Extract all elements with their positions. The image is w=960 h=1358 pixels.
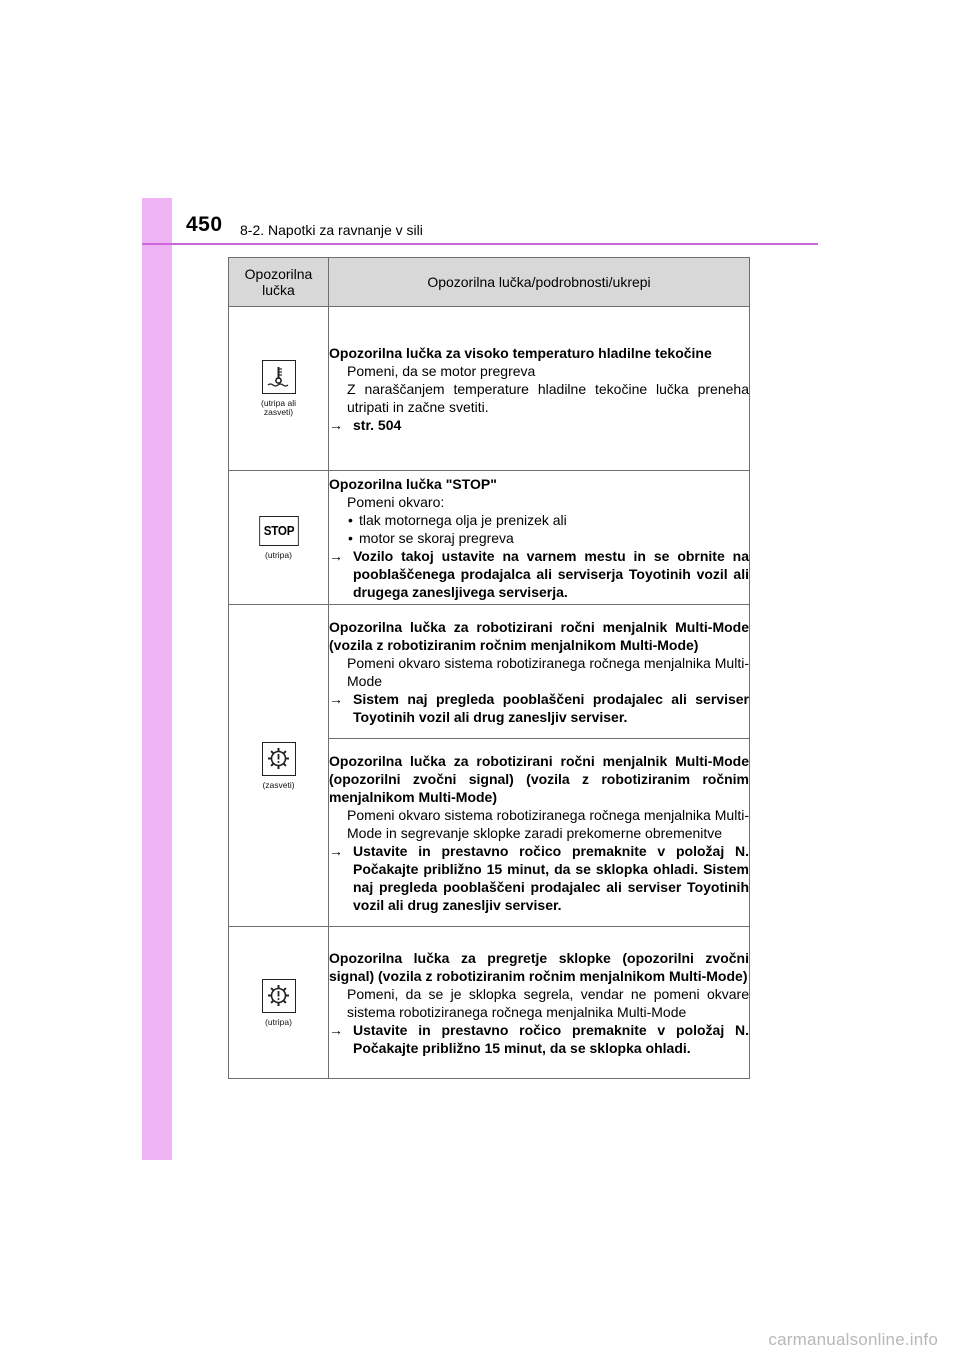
coolant-temperature-icon — [262, 360, 296, 394]
bullet-icon: • — [348, 511, 353, 528]
lamp-title: Opozorilna lučka "STOP" — [329, 475, 497, 492]
gear-warning-icon — [262, 979, 296, 1013]
action-line: → Ustavite in prestavno ročico premaknite v položaj N. Počakajte približno 15 minut, da se sklopka ohladi. Sistem naj pregleda pooblaščeni prodajalec ali serviser Toyotinih vozil ali drug zanesljiv serviser. — [329, 842, 749, 913]
icon-cell — [229, 605, 329, 927]
action-line: → Ustavite in prestavno ročico premaknite v položaj N. Počakajte približno 15 minut, da se sklopka ohladi. — [329, 1021, 749, 1056]
description-cell — [329, 471, 750, 605]
table-row — [229, 307, 750, 471]
table-row — [229, 471, 750, 605]
description-line: Pomeni, da se je sklopka segrela, vendar ne pomeni okvare sistema robotiziranega ročnega menjalnika Multi-Mode — [347, 985, 749, 1020]
header-lamp: Opozorilna lučka — [229, 258, 329, 307]
arrow-icon: → — [329, 547, 343, 564]
table-row — [229, 605, 750, 739]
icon-caption: (utripa) — [265, 1016, 292, 1027]
watermark: carmanualsonline.info — [768, 1330, 938, 1349]
arrow-icon: → — [329, 690, 343, 707]
table-row — [229, 927, 750, 1079]
gear-warning-icon — [262, 742, 296, 776]
lamp-title: Opozorilna lučka za robotizirani ročni menjalnik Multi-Mode (vozila z robotiziranim ročnim menjalnikom Multi-Mode) — [329, 618, 749, 653]
description-line: Pomeni, da se motor pregreva — [347, 362, 536, 379]
icon-cell — [229, 307, 329, 471]
arrow-icon: → — [329, 1021, 343, 1038]
action-line: → Sistem naj pregleda pooblaščeni prodajalec ali serviser Toyotinih vozil ali drug zanesljiv serviser. — [329, 690, 749, 725]
description-line: Pomeni okvaro sistema robotiziranega ročnega menjalnika Multi-Mode in segrevanje sklopke zaradi prekomerne obremenitve — [347, 806, 749, 841]
header-details: Opozorilna lučka/podrobnosti/ukrepi — [329, 258, 750, 307]
icon-cell — [229, 927, 329, 1079]
stop-warning-icon: STOP — [259, 516, 299, 546]
lamp-title: Opozorilna lučka za robotizirani ročni menjalnik Multi-Mode (opozorilni zvočni signal) (vozila z robotiziranim ročnim menjalnikom Multi-Mode) — [329, 752, 749, 805]
header-rule — [142, 243, 818, 245]
arrow-icon: → — [329, 416, 343, 433]
description-line: Z naraščanjem temperature hladilne tekočine lučka preneha utripati in začne svetiti. — [347, 380, 749, 415]
action-line: → Vozilo takoj ustavite na varnem mestu in se obrnite na pooblaščenega prodajalca ali serviserja Toyotinih vozil ali drugega zanesljivega serviserja. — [329, 547, 749, 600]
icon-cell — [229, 471, 329, 605]
description-cell — [329, 605, 750, 739]
page-number: 450 — [186, 213, 223, 236]
description-line: Pomeni okvaro: — [347, 493, 445, 510]
bullet-icon: • — [348, 529, 353, 546]
action-line — [329, 416, 749, 434]
description-cell — [329, 307, 750, 471]
page-reference: str. 504 — [353, 416, 402, 433]
icon-caption: (utripa ali zasveti) — [261, 398, 296, 417]
list-item: • tlak motornega olja je prenizek ali — [348, 511, 567, 528]
description-cell — [329, 927, 750, 1079]
section-title: 8-2. Napotki za ravnanje v sili — [240, 222, 423, 238]
icon-caption: (zasveti) — [262, 779, 295, 790]
arrow-icon: → — [329, 842, 343, 859]
lamp-title: Opozorilna lučka za visoko temperaturo hladilne tekočine — [329, 344, 712, 361]
description-cell — [329, 739, 750, 927]
side-accent-bar — [142, 198, 172, 1160]
description-line: Pomeni okvaro sistema robotiziranega ročnega menjalnika Multi-Mode — [347, 654, 749, 689]
list-item: • motor se skoraj pregreva — [348, 529, 514, 546]
lamp-title: Opozorilna lučka za pregretje sklopke (opozorilni zvočni signal) (vozila z robotiziranim ročnim menjalnikom Multi-Mode) — [329, 949, 749, 984]
icon-caption: (utripa) — [265, 549, 292, 560]
table-header-row — [229, 258, 750, 307]
warning-lamp-table — [228, 257, 750, 1079]
